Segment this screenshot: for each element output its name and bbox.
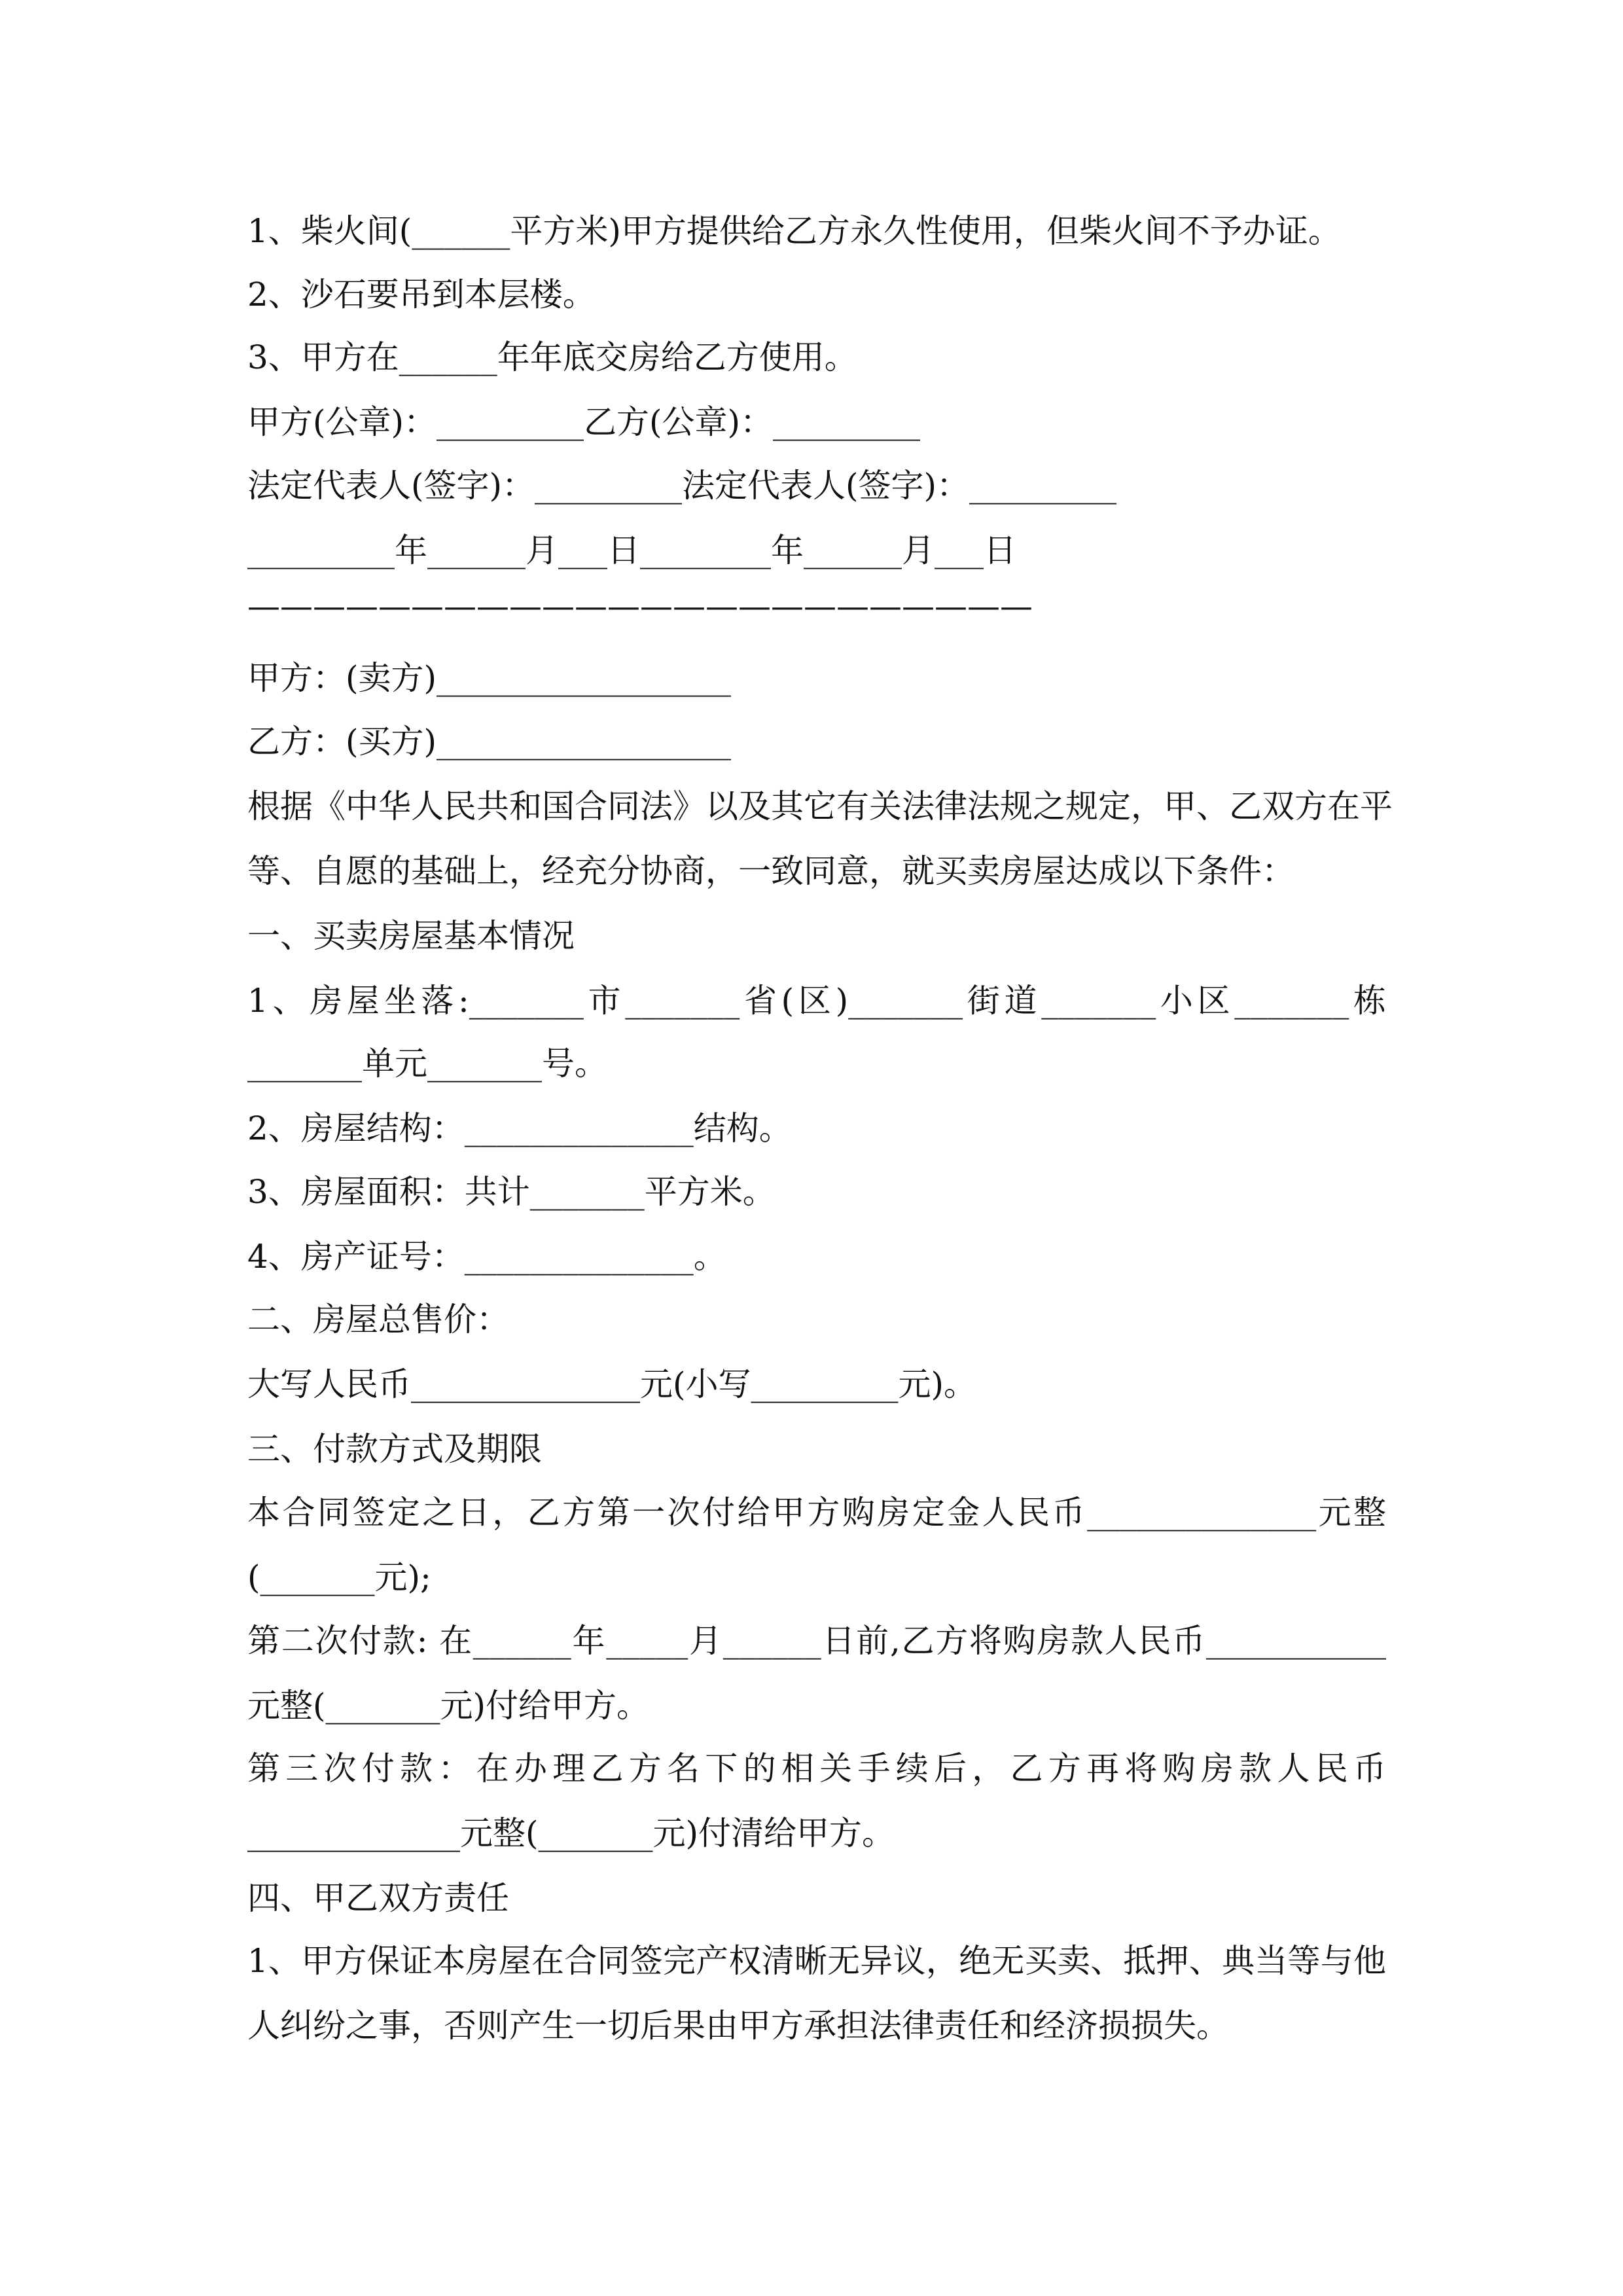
property-certificate: 4、房产证号：______________。 — [247, 1238, 726, 1276]
responsibility-line-1: 1、甲方保证本房屋在合同签完产权清晰无异议，绝无买卖、抵押、典当等与他 — [247, 1942, 1386, 1980]
party-b-buyer: 乙方：(买方)__________________ — [247, 723, 732, 761]
deposit-line-2: (_______元); — [247, 1558, 431, 1596]
total-price: 大写人民币______________元(小写_________元)。 — [247, 1365, 977, 1403]
section-2-heading: 二、房屋总售价： — [247, 1300, 509, 1338]
responsibility-line-2: 人纠纷之事，否则产生一切后果由甲方承担法律责任和经济损损失。 — [247, 2007, 1229, 2045]
house-structure: 2、房屋结构：______________结构。 — [247, 1109, 792, 1147]
house-location-line-1: 1、房屋坐落:_______市_______省(区)_______街道_______小区_______栋 — [247, 982, 1386, 1020]
house-area: 3、房屋面积：共计_______平方米。 — [247, 1173, 776, 1211]
clause-sand: 2、沙石要吊到本层楼。 — [247, 276, 596, 314]
second-payment-line-1: 第二次付款: 在______年_____月______日前,乙方将购房款人民币___________ — [247, 1622, 1386, 1660]
deposit-line-1: 本合同签定之日，乙方第一次付给甲方购房定金人民币______________元整 — [247, 1494, 1386, 1532]
clause-handover: 3、甲方在______年年底交房给乙方使用。 — [247, 338, 857, 376]
seal-line: 甲方(公章)：_________乙方(公章)：_________ — [247, 403, 921, 441]
preamble-line-1: 根据《中华人民共和国合同法》以及其它有关法律法规之规定，甲、乙双方在平 — [247, 787, 1393, 825]
third-payment-line-1: 第三次付款：在办理乙方名下的相关手续后，乙方再将购房款人民币 — [247, 1749, 1386, 1787]
section-1-heading: 一、买卖房屋基本情况 — [247, 917, 575, 955]
clause-woodshed: 1、柴火间(______平方米)甲方提供给乙方永久性使用，但柴火间不予办证。 — [247, 212, 1341, 250]
party-a-seller: 甲方：(卖方)__________________ — [247, 659, 732, 697]
house-location-line-2: _______单元_______号。 — [247, 1045, 607, 1083]
separator: ———————————————————————— — [247, 587, 1033, 625]
preamble-line-2: 等、自愿的基础上，经充分协商，一致同意，就买卖房屋达成以下条件： — [247, 852, 1294, 890]
section-4-heading: 四、甲乙双方责任 — [247, 1879, 509, 1917]
signature-line: 法定代表人(签字)：_________法定代表人(签字)：_________ — [247, 467, 1117, 505]
third-payment-line-2: _____________元整(_______元)付清给甲方。 — [247, 1814, 895, 1852]
date-line: _________年______月___日________年______月___日 — [247, 531, 1016, 569]
second-payment-line-2: 元整(_______元)付给甲方。 — [247, 1687, 650, 1725]
section-3-heading: 三、付款方式及期限 — [247, 1430, 542, 1468]
